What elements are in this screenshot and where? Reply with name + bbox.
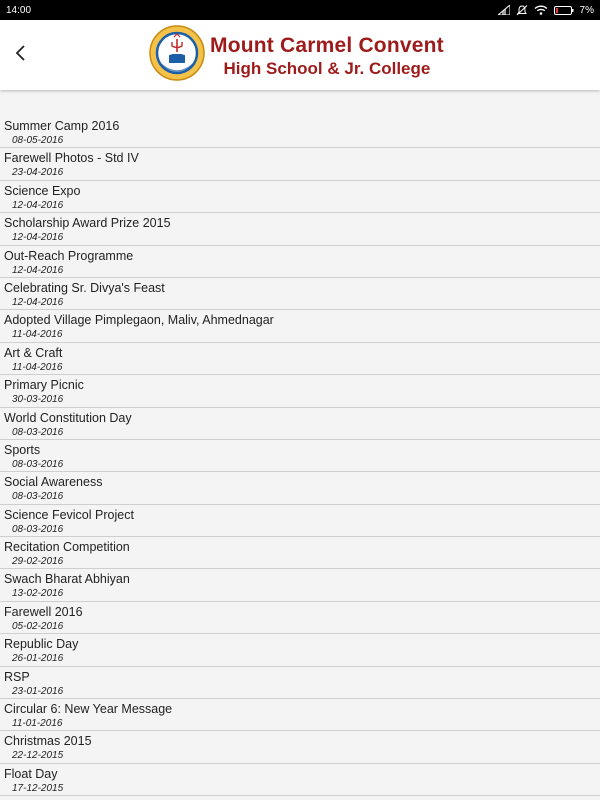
wifi-icon xyxy=(534,5,548,15)
event-title: Circular 6: New Year Message xyxy=(4,702,173,717)
event-title: Farewell 2016 xyxy=(4,604,83,619)
event-date: 30-03-2016 xyxy=(12,394,64,406)
event-date: 12-04-2016 xyxy=(12,264,64,276)
list-item[interactable] xyxy=(0,343,600,375)
list-item[interactable] xyxy=(0,408,600,440)
event-date: 08-03-2016 xyxy=(12,491,64,503)
list-item[interactable] xyxy=(0,116,600,148)
event-title: Swach Bharat Abhiyan xyxy=(4,572,130,587)
school-name-line2: High School & Jr. College xyxy=(223,58,431,78)
event-date: 12-04-2016 xyxy=(12,199,64,211)
event-date: 08-03-2016 xyxy=(12,523,64,535)
status-time: 14:00 xyxy=(6,4,32,16)
event-date: 11-04-2016 xyxy=(12,361,63,373)
list-item[interactable] xyxy=(0,278,600,310)
event-title: Summer Camp 2016 xyxy=(4,119,120,133)
app-bar xyxy=(0,20,600,90)
event-title: World Constitution Day xyxy=(4,410,132,425)
event-title: Primary Picnic xyxy=(4,378,84,393)
event-date: 29-02-2016 xyxy=(12,556,64,568)
event-title: Republic Day xyxy=(4,637,79,652)
event-title: Adopted Village Pimplegaon, Maliv, Ahmednagar xyxy=(4,313,274,328)
list-item[interactable] xyxy=(0,537,600,569)
list-item[interactable] xyxy=(0,699,600,731)
list-item[interactable] xyxy=(0,764,600,796)
event-date: 22-12-2015 xyxy=(12,750,64,762)
event-date: 23-04-2016 xyxy=(12,167,64,179)
status-icons xyxy=(498,5,594,16)
event-title: Christmas 2015 xyxy=(4,734,92,749)
list-item[interactable] xyxy=(0,440,600,472)
list-item[interactable] xyxy=(0,602,600,634)
list-item[interactable] xyxy=(0,667,600,699)
event-title: Float Day xyxy=(4,766,58,781)
signal-icon xyxy=(498,5,510,15)
event-title: Art & Craft xyxy=(4,345,63,360)
battery-percent: 7% xyxy=(579,4,594,16)
event-date: 12-04-2016 xyxy=(12,232,64,244)
list-item[interactable] xyxy=(0,246,600,278)
event-title: Science Fevicol Project xyxy=(4,507,134,522)
back-button[interactable] xyxy=(6,40,36,70)
event-date: 08-05-2016 xyxy=(12,135,64,146)
list-item[interactable] xyxy=(0,181,600,213)
battery-icon xyxy=(554,6,574,15)
school-name-line1: Mount Carmel Convent xyxy=(210,33,444,57)
back-arrow-icon xyxy=(14,44,28,67)
event-title: RSP xyxy=(4,669,30,684)
list-item[interactable] xyxy=(0,148,600,180)
event-date: 11-01-2016 xyxy=(12,718,63,730)
event-title: Recitation Competition xyxy=(4,540,130,555)
event-title: Scholarship Award Prize 2015 xyxy=(4,216,171,231)
event-date: 11-04-2016 xyxy=(12,329,63,341)
list-item[interactable] xyxy=(0,731,600,763)
status-bar xyxy=(0,0,600,20)
list-item[interactable] xyxy=(0,634,600,666)
list-item[interactable] xyxy=(0,310,600,342)
school-branding xyxy=(148,24,444,87)
event-title: Science Expo xyxy=(4,183,81,198)
list-item[interactable] xyxy=(0,472,600,504)
mute-icon xyxy=(516,5,528,16)
list-item[interactable] xyxy=(0,213,600,245)
event-date: 08-03-2016 xyxy=(12,426,64,438)
event-title: Sports xyxy=(4,442,41,457)
list-item[interactable] xyxy=(0,375,600,407)
school-name xyxy=(210,35,444,77)
event-title: Farewell Photos - Std IV xyxy=(4,151,139,166)
event-date: 23-01-2016 xyxy=(12,685,64,697)
event-date: 26-01-2016 xyxy=(12,653,64,665)
list-item[interactable] xyxy=(0,569,600,601)
event-list[interactable] xyxy=(0,90,600,800)
event-title: Social Awareness xyxy=(4,475,103,490)
list-top-spacer xyxy=(0,90,600,116)
event-date: 13-02-2016 xyxy=(12,588,64,600)
event-date: 05-02-2016 xyxy=(12,620,64,632)
event-title: Out-Reach Programme xyxy=(4,248,134,263)
event-date: 17-12-2015 xyxy=(12,782,64,794)
event-date: 12-04-2016 xyxy=(12,296,64,308)
list-item[interactable] xyxy=(0,505,600,537)
event-date: 08-03-2016 xyxy=(12,458,64,470)
school-logo xyxy=(148,24,206,87)
event-title: Celebrating Sr. Divya's Feast xyxy=(4,280,165,295)
